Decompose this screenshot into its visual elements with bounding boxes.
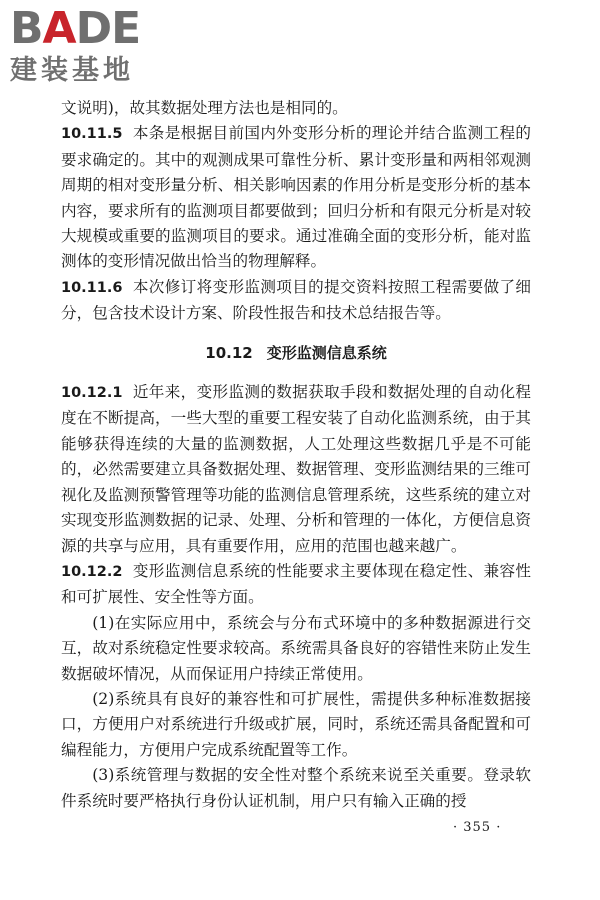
clause-10-11-6: 10.11.6 本次修订将变形监测项目的提交资料按照工程需要做了细分，包含技术设计方案、阶段性报告和技术总结报告等。 <box>61 277 531 323</box>
bade-logo <box>8 3 188 90</box>
clause-number: 10.12.1 <box>61 385 123 402</box>
list-item: (3)系统管理与数据的安全性对整个系统来说至关重要。登录软件系统时要严格执行身份认证机制，用户只有输入正确的授 <box>61 766 531 810</box>
section-title: 变形监测信息系统 <box>266 343 387 362</box>
section-number: 10.12 <box>205 343 253 362</box>
clause-number: 10.11.5 <box>61 126 123 143</box>
page-body <box>61 96 531 814</box>
clause-10-11-5: 10.11.5 本条是根据目前国内外变形分析的理论并结合监测工程的要求确定的。其中的观测成果可靠性分析、累计变形量和两相邻观测周期的相对变形量分析、相关影响因素的作用分析是变形分析的基本内容，要求所有的监测项目都要做到；回归分析和有限元分析是对较大规模或重要的监测项目的要求。通过准确全面的变形分析，能对监测体的变形情况做出恰当的物理解释。 <box>61 124 531 271</box>
clause-number: 10.12.2 <box>61 563 123 580</box>
list-item: (2)系统具有良好的兼容性和可扩展性，需提供多种标准数据接口，方便用户对系统进行升级或扩展，同时，系统还需具备配置和可编程能力，方便用户完成系统配置等工作。 <box>61 689 531 759</box>
list-item: (1)在实际应用中，系统会与分布式环境中的多种数据源进行交互，故对系统稳定性要求较高。系统需具备良好的容错性来防止发生数据破坏情况，从而保证用户持续正常使用。 <box>61 613 531 683</box>
clause-number: 10.11.6 <box>61 279 123 296</box>
page-number: · 355 · <box>453 820 502 835</box>
logo-subtitle: 建装基地 <box>10 55 134 86</box>
clause-10-12-2: 10.12.2 变形监测信息系统的性能要求主要体现在稳定性、兼容性和可扩展性、安全性等方面。 <box>61 561 531 607</box>
logo-wordmark: BADE <box>10 3 141 54</box>
section-heading <box>61 341 531 366</box>
clause-10-12-1: 10.12.1 近年来，变形监测的数据获取手段和数据处理的自动化程度在不断提高，一些大型的重要工程安装了自动化监测系统，由于其能够获得连续的大量的监测数据，人工处理这些数据几乎是不可能的，必然需要建立具备数据处理、数据管理、变形监测结果的三维可视化及监测预警管理等功能的监测信息管理系统，这些系统的建立对实现变形监测数据的记录、处理、分析和管理的一体化，方便信息资源的共享与应用，具有重要作用，应用的范围也越来越广。 <box>61 383 531 555</box>
paragraph-continuation: 文说明)，故其数据处理方法也是相同的。 <box>61 99 348 117</box>
